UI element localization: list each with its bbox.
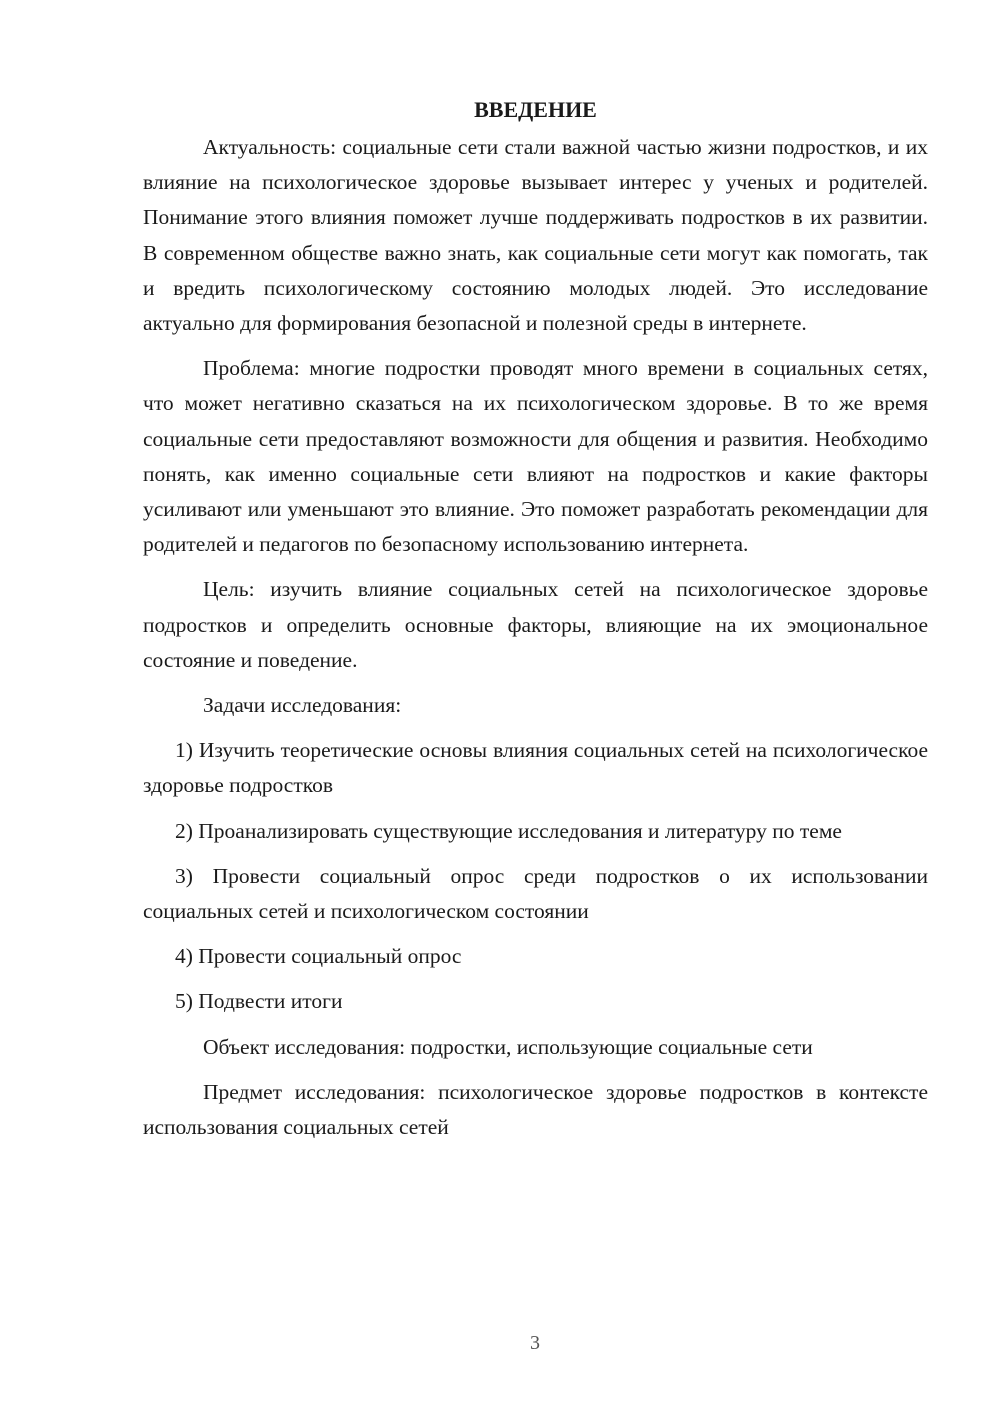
task-item-5: 5) Подвести итоги: [175, 989, 343, 1014]
task-item-2: 2) Проанализировать существующие исследования и литературу по теме: [175, 818, 842, 843]
section-title: ВВЕДЕНИЕ: [474, 97, 597, 122]
task-item-1: 1) Изучить теоретические основы влияния социальных сетей на психологическое здоровье подростков: [143, 738, 928, 798]
research-subject-paragraph: Предмет исследования: психологическое здоровье подростков в контексте использования социальных сетей: [143, 1079, 928, 1140]
research-object-paragraph: Объект исследования: подростки, использующие социальные сети: [203, 1034, 813, 1059]
task-item-3: 3) Провести социальный опрос среди подростков о их использовании социальных сетей и психологическом состоянии: [143, 863, 928, 924]
problem-paragraph: Проблема: многие подростки проводят много времени в социальных сетях, что может негативно сказаться на их психологическом здоровье. В то же время социальные сети предоставляют возможности для общения и развития. Необходимо понять, как именно социальные сети влияют на подростков и какие факторы усиливают или уменьшают это влияние. Это поможет разработать рекомендации для родителей и педагогов по безопасному использованию интернета.: [143, 356, 928, 557]
task-item-4: 4) Провести социальный опрос: [175, 944, 462, 969]
relevance-paragraph: Актуальность: социальные сети стали важной частью жизни подростков, и их влияние на психологическое здоровье вызывает интерес у ученых и родителей. Понимание этого влияния поможет лучше поддерживать подростков в их развитии. В современном обществе важно знать, как социальные сети могут как помогать, так и вредить психологическому состоянию молодых людей. Это исследование актуально для формирования безопасной и полезной среды в интернете.: [143, 135, 928, 336]
page-number: 3: [530, 1332, 540, 1354]
goal-paragraph: Цель: изучить влияние социальных сетей на психологическое здоровье подростков и определить основные факторы, влияющие на их эмоциональное состояние и поведение.: [143, 577, 928, 672]
tasks-heading: Задачи исследования:: [203, 693, 402, 718]
document-page: [143, 92, 928, 1155]
